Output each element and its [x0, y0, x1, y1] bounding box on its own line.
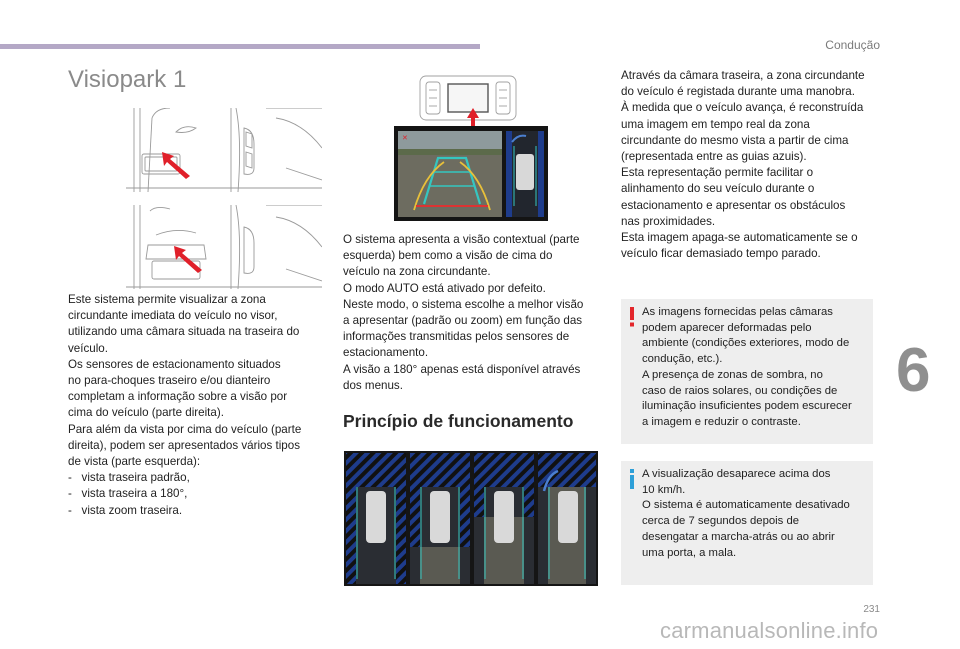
list-item: - vista traseira a 180°,	[68, 487, 188, 501]
text-line: A visualização desaparece acima dos	[642, 468, 831, 480]
text-line: Neste modo, o sistema escolhe a melhor visão	[343, 297, 584, 311]
text-line: 10 km/h.	[642, 483, 686, 496]
text-line: cima do veículo (parte direita).	[68, 406, 224, 420]
warning-note	[621, 299, 873, 444]
text-line: iluminação insuficientes podem escurecer	[642, 400, 852, 413]
text-line: uma porta, a mala.	[642, 546, 737, 559]
text-line: alinhamento do seu veículo durante o	[621, 182, 815, 196]
text-line: condução, etc.).	[642, 353, 723, 366]
text-line: caso de raios solares, ou condições de	[642, 384, 838, 397]
text-line: Através da câmara traseira, a zona circundante	[621, 69, 865, 82]
overhead-frame-4	[538, 453, 596, 584]
section-header: Condução	[825, 38, 880, 52]
text-line: completam a informação sobre a visão por	[68, 390, 288, 404]
watermark: carmanualsonline.info	[660, 618, 879, 643]
text-line: (representada entre as guias azuis).	[621, 150, 807, 164]
text-line: O sistema é automaticamente desativado	[642, 499, 850, 512]
text-line: utilizando uma câmara situada na traseira do	[68, 325, 300, 339]
text-line: estacionamento e apresentar os obstáculos	[621, 198, 846, 212]
info-i-icon	[626, 469, 638, 489]
context-view-text	[343, 232, 601, 394]
overhead-frame-3	[474, 453, 534, 584]
text-line: Este sistema permite visualizar a zona	[68, 293, 266, 306]
text-line: cerca de 7 segundos depois de	[642, 515, 800, 528]
text-line: informações transmitidas pelos sensores de	[343, 330, 570, 344]
red-arrow-icon	[160, 150, 194, 180]
text-line: de vista (parte esquerda):	[68, 455, 201, 469]
text-line: O modo AUTO está ativado por defeito.	[343, 281, 546, 295]
info-note	[621, 461, 873, 585]
text-line: desengatar a marcha-atrás ou ao abrir	[642, 530, 835, 543]
text-line: circundante imediata do veículo no visor,	[68, 309, 278, 323]
intro-text	[68, 292, 318, 519]
svg-text:✕: ✕	[402, 135, 408, 142]
overhead-frame-1	[346, 453, 406, 584]
text-line: nas proximidades.	[621, 214, 716, 228]
header-accent-bar	[0, 44, 480, 49]
text-line: A presença de zonas de sombra, no	[642, 368, 823, 381]
list-item: - vista traseira padrão,	[68, 471, 190, 485]
text-line: O sistema apresenta a visão contextual (parte	[343, 233, 580, 246]
text-line: uma imagem em tempo real da zona	[621, 117, 810, 131]
illustration-rear-camera-tailgate	[126, 108, 322, 192]
text-line: a imagem e reduzir o contraste.	[642, 415, 801, 428]
text-line: do veículo é registada durante uma manobra.	[621, 85, 855, 99]
list-item: - vista zoom traseira.	[68, 503, 183, 517]
text-line: veículo ficar demasiado tempo parado.	[621, 247, 821, 261]
text-line: veículo.	[68, 341, 108, 355]
text-line: Os sensores de estacionamento situados	[68, 357, 281, 371]
exclamation-warning-icon	[626, 307, 638, 327]
text-line: Esta representação permite facilitar o	[621, 166, 814, 180]
text-line: esquerda) bem como a visão de cima do	[343, 249, 553, 263]
page-number: 231	[863, 604, 880, 615]
chapter-number: 6	[896, 336, 931, 405]
illustration-overhead-sequence	[344, 451, 598, 586]
text-line: Para além da vista por cima do veículo (parte	[68, 422, 302, 436]
page-title: Visiopark 1	[68, 66, 187, 93]
text-line: A visão a 180° apenas está disponível através	[343, 362, 581, 376]
text-line: ambiente (condições exteriores, modo de	[642, 337, 850, 350]
text-line: a apresentar (padrão ou zoom) em função das	[343, 314, 583, 328]
text-line: podem aparecer deformadas pelo	[642, 321, 812, 334]
text-line: estacionamento.	[343, 346, 429, 360]
illustration-camera-display	[394, 126, 548, 221]
text-line: As imagens fornecidas pelas câmaras	[642, 306, 833, 318]
text-line: veículo na zona circundante.	[343, 265, 491, 279]
text-line: À medida que o veículo avança, é reconstruída	[621, 101, 864, 115]
text-line: circundante do mesmo vista a partir de cima	[621, 133, 849, 147]
overhead-frame-2	[410, 453, 470, 584]
text-line: dos menus.	[343, 378, 403, 392]
red-arrow-icon	[172, 244, 206, 274]
operation-text	[621, 68, 876, 262]
text-line: Esta imagem apaga-se automaticamente se o	[621, 231, 858, 245]
text-line: direita), podem ser apresentados vários tipos	[68, 438, 300, 452]
section-subheading: Princípio de funcionamento	[343, 411, 574, 431]
text-line: no para-choques traseiro e/ou dianteiro	[68, 374, 271, 388]
illustration-rear-camera-bumper	[126, 205, 322, 289]
